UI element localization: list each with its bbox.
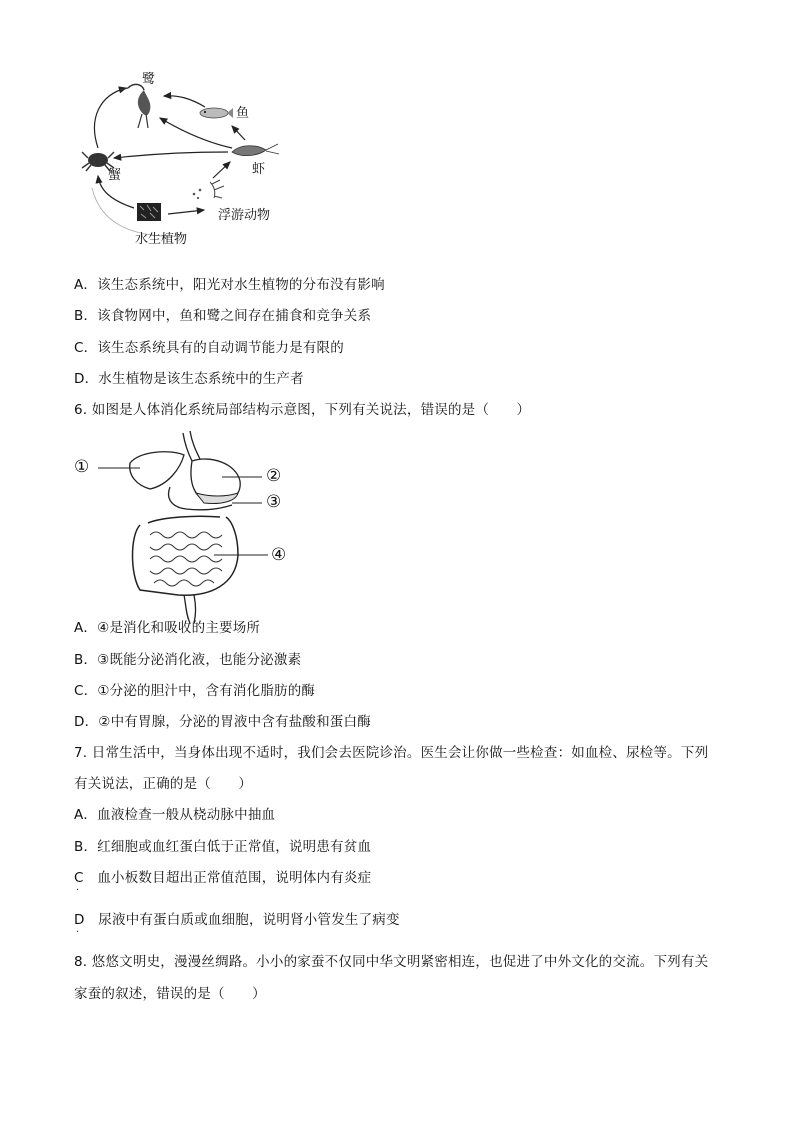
q7-option-c: C 血小板数目超出正常值范围，说明体内有炎症 <box>74 870 372 886</box>
digestive-label-2: ② <box>266 466 282 486</box>
q7-option-b: B．红细胞或血红蛋白低于正常值，说明患有贫血 <box>74 839 372 855</box>
q7-stem-line2: 有关说法，正确的是（ ） <box>74 776 253 792</box>
q7-option-d-dot: · <box>76 927 80 938</box>
q6-stem: 6. 如图是人体消化系统局部结构示意图，下列有关说法，错误的是（ ） <box>74 402 531 418</box>
q7-option-a: A．血液检查一般从桡动脉中抽血 <box>74 807 276 823</box>
q7-option-d: D 尿液中有蛋白质或血细胞，说明肾小管发生了病变 <box>74 912 400 928</box>
q8-stem-line1: 8. 悠悠文明史，漫漫丝绸路。小小的家蚕不仅同中华文明紧密相连，也促进了中外文化的交流。下列有关 <box>74 954 709 970</box>
q5-option-b: B．该食物网中，鱼和鹭之间存在捕食和竞争关系 <box>74 308 372 324</box>
q5-option-d: D．水生植物是该生态系统中的生产者 <box>74 371 304 387</box>
egret-label: 鹭 <box>142 72 156 87</box>
q6-option-d: D．②中有胃腺，分泌的胃液中含有盐酸和蛋白酶 <box>74 714 371 730</box>
q6-option-b: B．③既能分泌消化液，也能分泌激素 <box>74 652 302 668</box>
q8-stem-line2: 家蚕的叙述，错误的是（ ） <box>74 986 266 1002</box>
digestive-organs-drawing <box>0 425 794 625</box>
food-web-arrows <box>0 0 794 260</box>
digestive-label-1: ① <box>74 457 90 477</box>
fish-icon <box>198 104 234 122</box>
q7-stem-line1: 7. 日常生活中，当身体出现不适时，我们会去医院诊治。医生会让你做一些检查：如血检、尿检等。下列 <box>74 745 709 761</box>
crab-label: 蟹 <box>108 168 122 183</box>
fish-label: 鱼 <box>236 106 250 121</box>
digestive-label-3: ③ <box>266 492 282 512</box>
shrimp-label: 虾 <box>252 162 266 177</box>
q5-option-c: C．该生态系统具有的自动调节能力是有限的 <box>74 340 344 356</box>
q6-option-c: C．①分泌的胆汁中，含有消化脂肪的酶 <box>74 683 316 699</box>
aquatic-plants-icon <box>137 203 163 223</box>
shrimp-icon <box>228 140 280 162</box>
q5-option-a: A．该生态系统中，阳光对水生植物的分布没有影响 <box>74 277 385 293</box>
zooplankton-label: 浮游动物 <box>218 208 271 223</box>
digestive-label-4: ④ <box>271 545 287 565</box>
zooplankton-icon <box>190 176 230 202</box>
q7-option-c-dot: · <box>76 885 80 896</box>
aquatic-plants-label: 水生植物 <box>135 232 188 247</box>
q6-option-a: A．④是消化和吸收的主要场所 <box>74 620 261 636</box>
